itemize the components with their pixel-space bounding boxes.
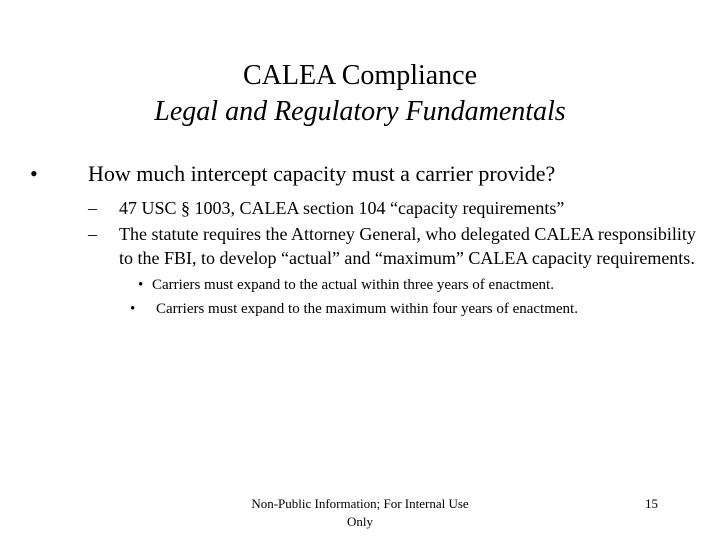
bullet-dot-icon: •: [138, 277, 144, 293]
bullet-dot-icon: •: [30, 161, 38, 186]
slide-title-main: CALEA Compliance: [242, 60, 478, 91]
bullet-list: [30, 160, 700, 320]
footer-notice: Non-Public Information; For Internal Use Only: [251, 496, 469, 529]
sub-bullet-statute: [88, 196, 700, 220]
sub-sub-bullet-actual-text: Carriers must expand to the actual within three years of enactment.: [152, 277, 554, 293]
sub-sub-bullet-actual: [138, 274, 700, 296]
dash-icon: –: [88, 224, 97, 244]
sub-sub-bullet-maximum-text: Carriers must expand to the maximum within four years of enactment.: [156, 301, 578, 317]
slide-title: [0, 58, 720, 130]
slide-subtitle: Legal and Regulatory Fundamentals: [154, 96, 566, 127]
sub-sub-bullet-maximum: [130, 298, 700, 320]
bullet-dot-icon: •: [130, 301, 136, 317]
dash-icon: –: [88, 198, 97, 218]
sub-bullet-requirement-text: The statute requires the Attorney General, who delegated CALEA responsibility to the FBI, to develop “actual” and “maximum” CALEA capacity requirements.: [119, 224, 696, 268]
page-number: 15: [645, 496, 658, 511]
sub-bullet-requirement: [88, 222, 700, 270]
bullet-question: [30, 160, 700, 188]
sub-bullet-statute-text: 47 USC § 1003, CALEA section 104 “capacity requirements”: [119, 198, 565, 218]
bullet-question-text: How much intercept capacity must a carrier provide?: [88, 161, 556, 186]
